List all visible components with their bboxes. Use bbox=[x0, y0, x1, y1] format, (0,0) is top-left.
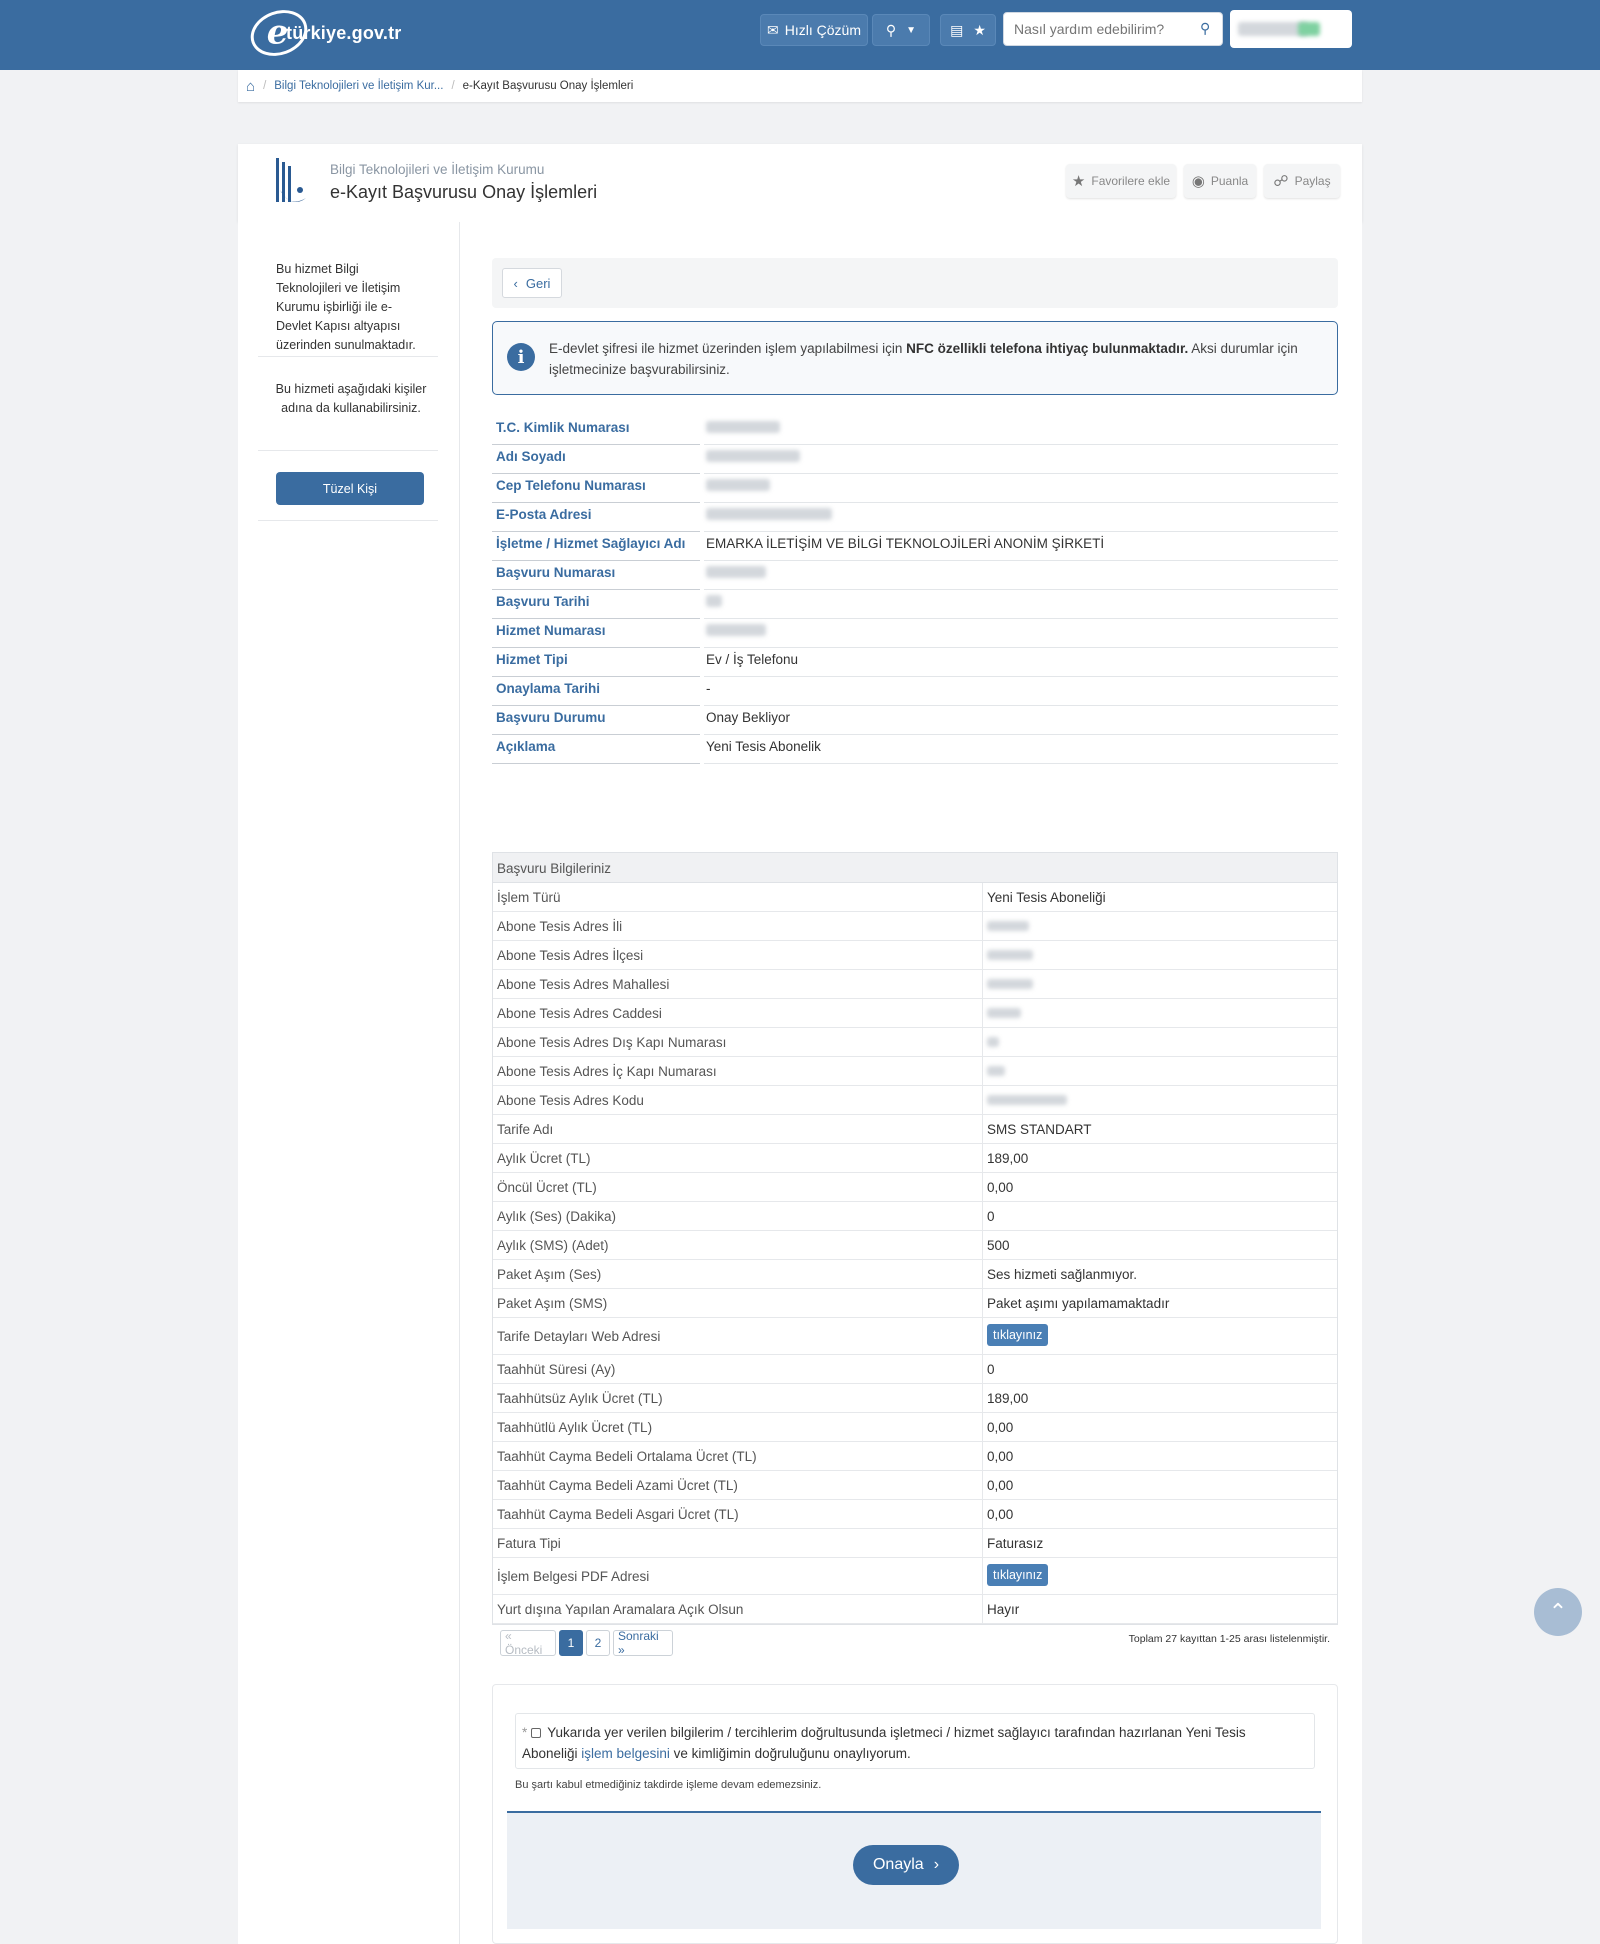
quick-solution-label: Hızlı Çözüm bbox=[784, 22, 861, 38]
table-row bbox=[493, 1558, 1337, 1595]
table-cell-value: Yeni Tesis Aboneliği bbox=[987, 890, 1106, 905]
redacted-value bbox=[987, 979, 1033, 989]
table-cell-link bbox=[983, 1318, 1337, 1354]
detail-value: Onay Bekliyor bbox=[706, 710, 791, 725]
table-cell-label: Abone Tesis Adres İlçesi bbox=[493, 941, 983, 969]
table-cell-label: Tarife Adı bbox=[493, 1115, 983, 1143]
detail-label: İşletme / Hizmet Sağlayıcı Adı bbox=[496, 536, 686, 551]
search-icon[interactable]: ⚲ bbox=[1200, 20, 1211, 36]
star-icon: ★ bbox=[1071, 173, 1086, 190]
agreement-box bbox=[515, 1713, 1315, 1769]
legal-entity-button[interactable]: Tüzel Kişi bbox=[276, 472, 424, 505]
table-row bbox=[493, 970, 1337, 999]
table-cell-redacted bbox=[983, 999, 1337, 1027]
top-header bbox=[0, 0, 1600, 70]
table-cell-label: Aylık Ücret (TL) bbox=[493, 1144, 983, 1172]
agreement-checkbox[interactable] bbox=[531, 1728, 541, 1738]
detail-value: Ev / İş Telefonu bbox=[706, 652, 799, 667]
pagination-info: Toplam 27 kayıttan 1-25 arası listelenmiştir. bbox=[1128, 1633, 1330, 1645]
table-cell-value: 0,00 bbox=[987, 1478, 1014, 1493]
table-row bbox=[493, 999, 1337, 1028]
table-cell-label: Abone Tesis Adres Caddesi bbox=[493, 999, 983, 1027]
star-icon: ★ bbox=[973, 21, 986, 38]
user-account-button[interactable] bbox=[1230, 10, 1352, 48]
table-cell-label: İşlem Belgesi PDF Adresi bbox=[493, 1558, 983, 1594]
home-icon[interactable]: ⌂ bbox=[246, 77, 256, 95]
page-1-button[interactable]: 1 bbox=[559, 1630, 583, 1656]
key-icon: ⚲ bbox=[885, 21, 897, 38]
table-cell-label: Abone Tesis Adres Dış Kapı Numarası bbox=[493, 1028, 983, 1056]
table-cell-value: 0,00 bbox=[987, 1449, 1014, 1464]
divider bbox=[258, 356, 438, 357]
table-cell-value: 0 bbox=[987, 1362, 995, 1377]
table-cell-label: Taahhüt Cayma Bedeli Ortalama Ücret (TL) bbox=[493, 1442, 983, 1470]
rate-button[interactable] bbox=[1184, 164, 1256, 198]
detail-label: Hizmet Numarası bbox=[496, 623, 606, 638]
table-cell-value: 0 bbox=[987, 1209, 995, 1224]
back-bar bbox=[492, 258, 1338, 308]
detail-label: Cep Telefonu Numarası bbox=[496, 478, 646, 493]
redacted-value bbox=[987, 1008, 1021, 1018]
table-cell-value: Faturasız bbox=[987, 1536, 1044, 1551]
next-page-button[interactable]: Sonraki » bbox=[613, 1630, 673, 1656]
detail-label: Açıklama bbox=[496, 739, 556, 754]
arrow-up-icon: ⌃ bbox=[1548, 1599, 1568, 1624]
table-row bbox=[493, 1471, 1337, 1500]
chat-icon: ✉ bbox=[767, 21, 779, 38]
detail-value: EMARKA İLETİŞİM VE BİLGİ TEKNOLOJİLERİ ANONİM ŞİRKETİ bbox=[706, 536, 1105, 551]
table-row bbox=[493, 1355, 1337, 1384]
table-cell-link bbox=[983, 1558, 1337, 1594]
table-row bbox=[493, 1202, 1337, 1231]
table-cell-redacted bbox=[983, 1028, 1337, 1056]
table-row bbox=[493, 1442, 1337, 1471]
table-row bbox=[493, 1144, 1337, 1173]
on-behalf-note: Bu hizmeti aşağıdaki kişiler adına da kullanabilirsiniz. bbox=[275, 382, 427, 415]
table-cell-label: Abone Tesis Adres İli bbox=[493, 912, 983, 940]
btk-logo-icon bbox=[274, 156, 308, 212]
redacted-value bbox=[987, 921, 1029, 931]
confirmation-card bbox=[492, 1684, 1338, 1944]
table-cell-label: Abone Tesis Adres Kodu bbox=[493, 1086, 983, 1114]
table-cell-label: Tarife Detayları Web Adresi bbox=[493, 1318, 983, 1354]
table-row bbox=[493, 1173, 1337, 1202]
table-row bbox=[493, 912, 1337, 941]
share-icon: ☍ bbox=[1273, 173, 1289, 190]
table-cell-value: 500 bbox=[987, 1238, 1010, 1253]
table-cell-redacted bbox=[983, 1086, 1337, 1114]
table-row bbox=[493, 1231, 1337, 1260]
redacted-value bbox=[987, 950, 1033, 960]
back-label: Geri bbox=[525, 275, 551, 291]
approve-button[interactable] bbox=[853, 1845, 959, 1885]
table-cell-label: Taahhütsüz Aylık Ücret (TL) bbox=[493, 1384, 983, 1412]
table-cell-label: Abone Tesis Adres İç Kapı Numarası bbox=[493, 1057, 983, 1085]
table-cell-value: Ses hizmeti sağlanmıyor. bbox=[987, 1267, 1138, 1282]
breadcrumb: ⌂ / Bilgi Teknolojileri ve İletişim Kur... / e-Kayıt Başvurusu Onay İşlemleri bbox=[238, 70, 1362, 102]
agreement-text: * Yukarıda yer verilen bilgilerim / tercihlerim doğrultusunda işletmeci / hizmet sağlayıcı tarafından hazırlanan Yeni Tesis Aboneliği işlem belgesini ve kimliğimin doğruluğunu onaylıyorum. bbox=[522, 1725, 1246, 1761]
click-here-button[interactable]: tıklayınız bbox=[987, 1324, 1048, 1346]
redacted-value bbox=[706, 595, 722, 607]
table-cell-value: 0,00 bbox=[987, 1420, 1014, 1435]
share-label: Paylaş bbox=[1294, 174, 1331, 188]
table-row bbox=[493, 1260, 1337, 1289]
redacted-value bbox=[987, 1037, 999, 1047]
table-row bbox=[493, 1057, 1337, 1086]
redacted-value bbox=[987, 1095, 1067, 1105]
process-document-link[interactable]: işlem belgesini bbox=[581, 1746, 670, 1761]
table-row bbox=[493, 1413, 1337, 1442]
pagination bbox=[500, 1630, 673, 1656]
table-cell-value: 189,00 bbox=[987, 1151, 1029, 1166]
redacted-value bbox=[706, 421, 780, 433]
chevron-left-icon: ‹ bbox=[513, 275, 518, 291]
id-card-icon: ▤ bbox=[950, 21, 964, 38]
table-cell-redacted bbox=[983, 941, 1337, 969]
application-info-table bbox=[492, 852, 1338, 1625]
service-title-card bbox=[238, 144, 1362, 222]
accessibility-menu-button[interactable] bbox=[872, 14, 930, 46]
add-favorite-button[interactable] bbox=[1066, 164, 1176, 198]
add-favorite-label: Favorilere ekle bbox=[1091, 174, 1171, 188]
detail-label: Başvuru Tarihi bbox=[496, 594, 590, 609]
table-row bbox=[493, 1500, 1337, 1529]
detail-label: Onaylama Tarihi bbox=[496, 681, 601, 696]
sidebar bbox=[238, 222, 460, 1944]
table-cell-label: Fatura Tipi bbox=[493, 1529, 983, 1557]
table-row bbox=[493, 1289, 1337, 1318]
click-here-button[interactable]: tıklayınız bbox=[987, 1564, 1048, 1586]
redacted-value bbox=[706, 508, 832, 520]
comment-icon: ◉ bbox=[1191, 173, 1205, 190]
detail-row bbox=[492, 728, 1338, 764]
detail-value: Yeni Tesis Abonelik bbox=[706, 739, 821, 754]
table-cell-label: Taahhütlü Aylık Ücret (TL) bbox=[493, 1413, 983, 1441]
table-cell-label: Taahhüt Süresi (Ay) bbox=[493, 1355, 983, 1383]
quick-solution-button[interactable] bbox=[760, 14, 868, 46]
table-row bbox=[493, 1529, 1337, 1558]
table-cell-label: Taahhüt Cayma Bedeli Asgari Ücret (TL) bbox=[493, 1500, 983, 1528]
table-row bbox=[493, 1028, 1337, 1057]
page-2-button[interactable]: 2 bbox=[586, 1630, 610, 1656]
divider bbox=[258, 520, 438, 521]
logo-text: türkiye.gov.tr bbox=[286, 22, 402, 43]
redacted-value bbox=[706, 566, 766, 578]
table-cell-value: Paket aşımı yapılamamaktadır bbox=[987, 1296, 1170, 1311]
info-text: E-devlet şifresi ile hizmet üzerinden işlem yapılabilmesi için NFC özellikli telefona ihtiyaç bulunmaktadır. Aksi durumlar için işletmecinize başvurabilirsiniz. bbox=[549, 341, 1298, 377]
table-row bbox=[493, 883, 1337, 912]
table-row bbox=[493, 1595, 1337, 1624]
breadcrumb-parent-link[interactable]: Bilgi Teknolojileri ve İletişim Kur... bbox=[274, 80, 444, 92]
table-cell-label: Paket Aşım (SMS) bbox=[493, 1289, 983, 1317]
table-cell-label: İşlem Türü bbox=[493, 883, 983, 911]
info-icon: i bbox=[507, 343, 535, 371]
redacted-value bbox=[706, 450, 800, 462]
redacted-value bbox=[706, 624, 766, 636]
table-cell-label: Aylık (Ses) (Dakika) bbox=[493, 1202, 983, 1230]
submit-area bbox=[507, 1811, 1321, 1929]
redacted-value bbox=[706, 479, 770, 491]
chevron-right-icon: › bbox=[933, 1856, 940, 1873]
table-row bbox=[493, 1115, 1337, 1144]
table-row bbox=[493, 1384, 1337, 1413]
scroll-to-top-button[interactable] bbox=[1534, 1588, 1582, 1636]
table-cell-label: Aylık (SMS) (Adet) bbox=[493, 1231, 983, 1259]
back-button[interactable] bbox=[502, 268, 562, 298]
table-cell-label: Taahhüt Cayma Bedeli Azami Ücret (TL) bbox=[493, 1471, 983, 1499]
table-cell-label: Yurt dışına Yapılan Aramalara Açık Olsun bbox=[493, 1595, 983, 1623]
table-row bbox=[493, 1086, 1337, 1115]
table-cell-value: Hayır bbox=[987, 1602, 1020, 1617]
table-cell-value: SMS STANDART bbox=[987, 1122, 1092, 1137]
table-cell-label: Abone Tesis Adres Mahallesi bbox=[493, 970, 983, 998]
table-cell-label: Paket Aşım (Ses) bbox=[493, 1260, 983, 1288]
page-title: e-Kayıt Başvurusu Onay İşlemleri bbox=[330, 182, 598, 202]
detail-label: E-Posta Adresi bbox=[496, 507, 592, 522]
table-cell-redacted bbox=[983, 1057, 1337, 1085]
rate-label: Puanla bbox=[1210, 174, 1249, 188]
turkiye-gov-logo[interactable] bbox=[250, 8, 402, 58]
table-cell-label: Öncül Ücret (TL) bbox=[493, 1173, 983, 1201]
table-cell-value: 189,00 bbox=[987, 1391, 1029, 1406]
table-cell-redacted bbox=[983, 970, 1337, 998]
detail-label: T.C. Kimlik Numarası bbox=[496, 420, 630, 435]
table-title: Başvuru Bilgileriniz bbox=[493, 853, 1337, 883]
breadcrumb-current: e-Kayıt Başvurusu Onay İşlemleri bbox=[462, 80, 634, 92]
detail-label: Başvuru Durumu bbox=[496, 710, 606, 725]
divider bbox=[258, 450, 438, 451]
table-row bbox=[493, 941, 1337, 970]
institution-name: Bilgi Teknolojileri ve İletişim Kurumu bbox=[330, 162, 545, 177]
table-cell-value: 0,00 bbox=[987, 1507, 1014, 1522]
approve-label: Onayla bbox=[872, 1856, 924, 1873]
detail-label: Başvuru Numarası bbox=[496, 565, 616, 580]
service-provider-note: Bu hizmet Bilgi Teknolojileri ve İletişim Kurumu işbirliği ile e-Devlet Kapısı altyapısı üzerinden sunulmaktadır. bbox=[276, 262, 416, 352]
table-cell-value: 0,00 bbox=[987, 1180, 1014, 1195]
chevron-down-icon: ▼ bbox=[906, 24, 917, 36]
required-mark: * bbox=[522, 1725, 528, 1740]
id-favorites-button[interactable] bbox=[940, 14, 996, 46]
redacted-value bbox=[987, 1066, 1005, 1076]
detail-label: Adı Soyadı bbox=[496, 449, 566, 464]
search-input[interactable] bbox=[1003, 12, 1223, 46]
share-button[interactable] bbox=[1264, 164, 1340, 198]
e-devlet-logo-icon: e bbox=[244, 2, 314, 63]
main-content bbox=[238, 222, 1362, 1944]
previous-page-button[interactable]: « Önceki bbox=[500, 1630, 556, 1656]
detail-value: - bbox=[706, 681, 711, 696]
table-cell-redacted bbox=[983, 912, 1337, 940]
nfc-info-alert bbox=[492, 321, 1338, 395]
terms-note: Bu şartı kabul etmediğiniz takdirde işleme devam edemezsiniz. bbox=[515, 1779, 822, 1791]
table-row bbox=[493, 1318, 1337, 1355]
detail-label: Hizmet Tipi bbox=[496, 652, 568, 667]
